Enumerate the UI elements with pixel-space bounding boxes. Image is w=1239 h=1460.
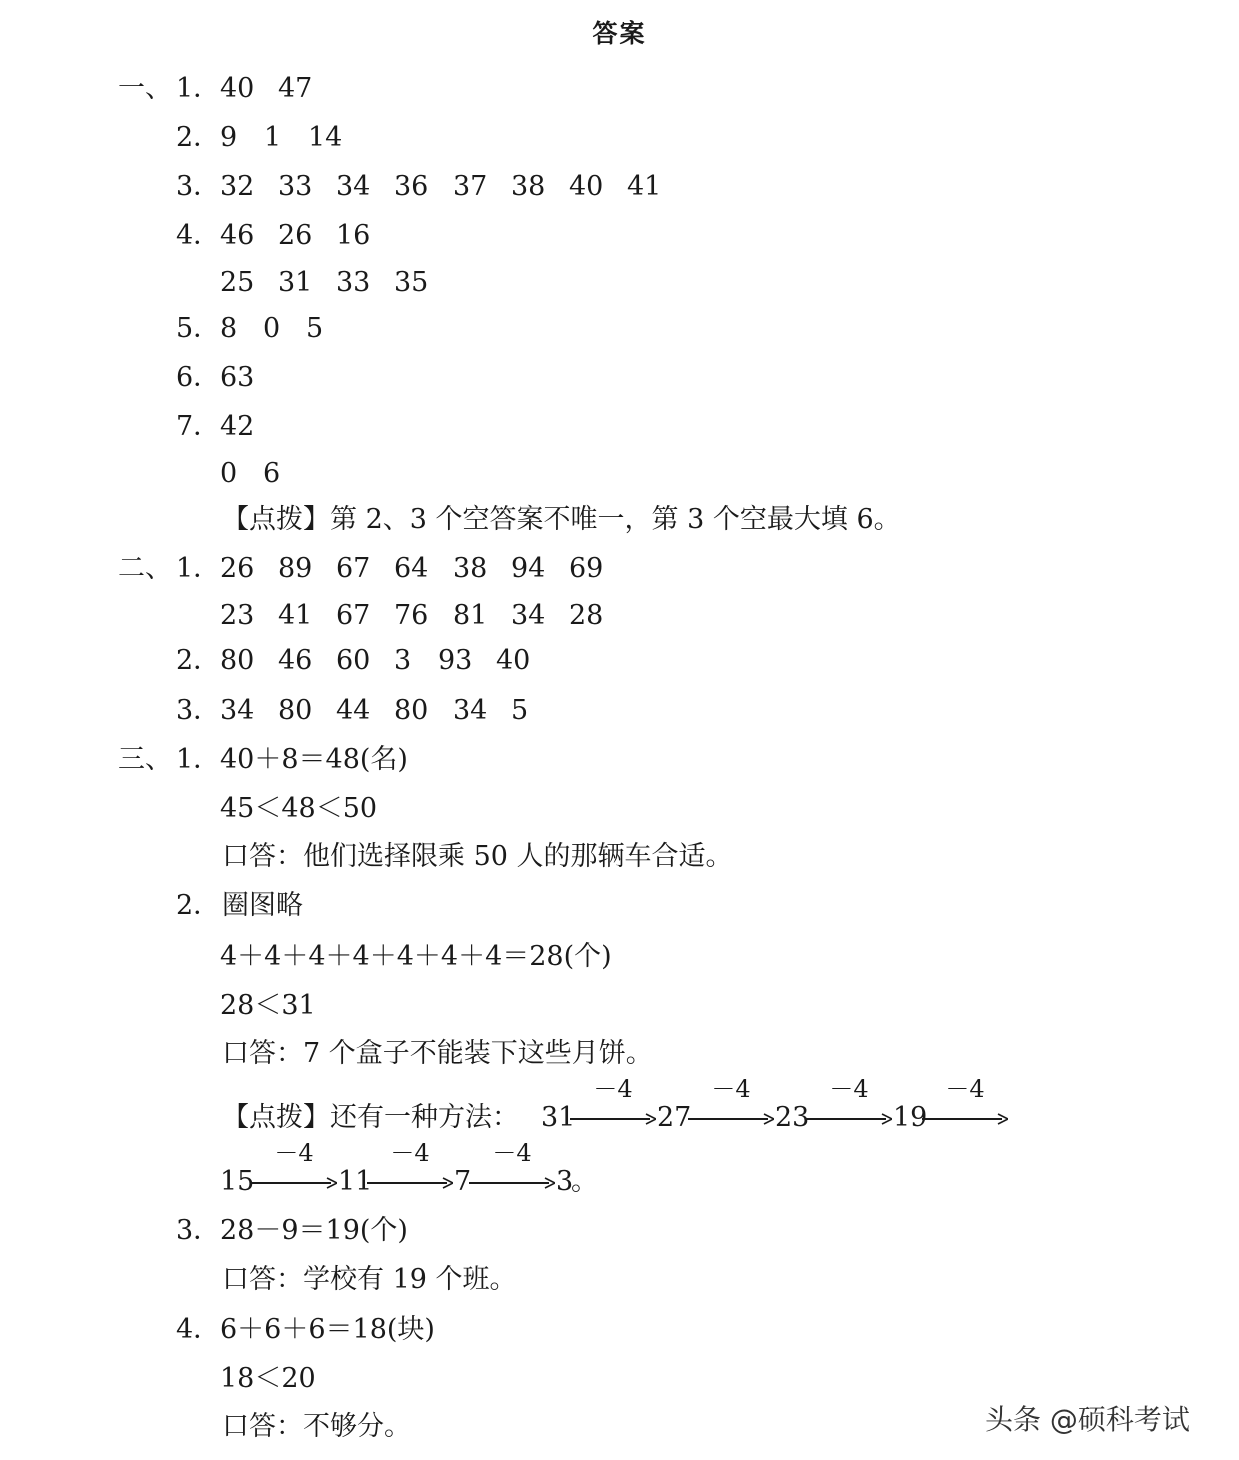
question-number: 2．	[176, 122, 221, 153]
question-number: 3．	[176, 171, 221, 202]
question-number: 1．	[176, 744, 221, 775]
page-title: 答案	[592, 19, 647, 48]
sec2-label: 二、	[118, 553, 172, 584]
answer-value: 41	[627, 171, 662, 202]
chain-number: 3	[556, 1166, 574, 1197]
answer-value: 40	[220, 73, 255, 104]
minus-four-arrow	[367, 1139, 453, 1199]
answer-value: 42	[220, 411, 255, 442]
answer-value: 67	[336, 553, 371, 584]
chain-number: 7	[454, 1166, 472, 1197]
right-arrow-icon	[688, 1112, 774, 1126]
minus-four-arrow	[251, 1139, 337, 1199]
chain-number: 31	[541, 1102, 576, 1133]
question-number: 2．	[176, 645, 221, 676]
chain-number: 19	[893, 1102, 928, 1133]
right-arrow-icon	[367, 1176, 453, 1190]
answer-value: 63	[220, 362, 255, 393]
tip-text: 【点拨】第 2、3 个空答案不唯一，第 3 个空最大填 6。	[222, 504, 901, 535]
answer-value: 47	[278, 73, 313, 104]
answer-value: 0	[220, 458, 238, 489]
answer-value: 94	[511, 553, 546, 584]
arrow-operation: －4	[711, 1075, 751, 1103]
right-arrow-icon	[806, 1112, 892, 1126]
answer-value: 41	[278, 600, 313, 631]
oral-answer: 口答：不够分。	[222, 1411, 411, 1442]
equation: 4＋4＋4＋4＋4＋4＋4＝28(个)	[220, 941, 612, 972]
answer-value: 5	[306, 313, 324, 344]
comparison: 18＜20	[220, 1363, 316, 1394]
equation: 28－9＝19(个)	[220, 1215, 408, 1246]
question-number: 4．	[176, 220, 221, 251]
answer-value: 33	[336, 267, 371, 298]
arrow-operation: －4	[492, 1139, 532, 1167]
right-arrow-icon	[251, 1176, 337, 1190]
answer-value: 16	[336, 220, 371, 251]
answer-value: 5	[511, 695, 529, 726]
answer-value: 0	[263, 313, 281, 344]
minus-four-arrow	[469, 1139, 555, 1199]
right-arrow-icon	[570, 1112, 656, 1126]
answer-value: 34	[511, 600, 546, 631]
question-number: 2．	[176, 890, 221, 921]
answer-value: 32	[220, 171, 255, 202]
equation: 40＋8＝48(名)	[220, 744, 408, 775]
comparison: 28＜31	[220, 990, 316, 1021]
answer-value: 33	[278, 171, 313, 202]
minus-four-arrow	[922, 1075, 1008, 1135]
answer-value: 8	[220, 313, 238, 344]
arrow-operation: －4	[390, 1139, 430, 1167]
answer-value: 69	[569, 553, 604, 584]
answer-value: 35	[394, 267, 429, 298]
answer-value: 93	[438, 645, 473, 676]
figure-note: 圈图略	[222, 890, 303, 921]
answer-value: 80	[394, 695, 429, 726]
answer-value: 31	[278, 267, 313, 298]
answer-value: 9	[220, 122, 238, 153]
answer-value: 60	[336, 645, 371, 676]
right-arrow-icon	[922, 1112, 1008, 1126]
answer-value: 26	[278, 220, 313, 251]
answer-value: 37	[453, 171, 488, 202]
chain-end-punctuation: 。	[571, 1166, 598, 1197]
minus-four-arrow	[806, 1075, 892, 1135]
question-number: 3．	[176, 695, 221, 726]
question-number: 1．	[176, 73, 221, 104]
answer-value: 81	[453, 600, 488, 631]
chain-number: 15	[220, 1166, 255, 1197]
answer-value: 36	[394, 171, 429, 202]
answer-value: 67	[336, 600, 371, 631]
answer-value: 25	[220, 267, 255, 298]
tip-text: 【点拨】还有一种方法：	[222, 1102, 519, 1133]
question-number: 3．	[176, 1215, 221, 1246]
comparison: 45＜48＜50	[220, 793, 378, 824]
right-arrow-icon	[469, 1176, 555, 1190]
chain-number: 11	[338, 1166, 373, 1197]
answer-value: 34	[220, 695, 255, 726]
chain-number: 23	[775, 1102, 810, 1133]
answer-value: 89	[278, 553, 313, 584]
answer-value: 40	[569, 171, 604, 202]
answer-value: 26	[220, 553, 255, 584]
question-number: 7．	[176, 411, 221, 442]
answer-value: 80	[220, 645, 255, 676]
equation: 6＋6＋6＝18(块)	[220, 1314, 435, 1345]
oral-answer: 口答：学校有 19 个班。	[222, 1264, 517, 1295]
answer-value: 14	[308, 122, 343, 153]
sec3-label: 三、	[118, 744, 172, 775]
answer-value: 46	[220, 220, 255, 251]
minus-four-arrow	[688, 1075, 774, 1135]
answer-value: 28	[569, 600, 604, 631]
answer-value: 34	[336, 171, 371, 202]
answer-value: 38	[511, 171, 546, 202]
chain-number: 27	[657, 1102, 692, 1133]
arrow-operation: －4	[593, 1075, 633, 1103]
answer-value: 46	[278, 645, 313, 676]
question-number: 4．	[176, 1314, 221, 1345]
answer-value: 23	[220, 600, 255, 631]
answer-value: 34	[453, 695, 488, 726]
arrow-operation: －4	[945, 1075, 985, 1103]
answer-value: 76	[394, 600, 429, 631]
question-number: 5．	[176, 313, 221, 344]
watermark: 头条 @硕科考试	[985, 1403, 1190, 1436]
arrow-operation: －4	[829, 1075, 869, 1103]
answer-value: 3	[394, 645, 412, 676]
answer-value: 1	[264, 122, 282, 153]
question-number: 6．	[176, 362, 221, 393]
answer-value: 80	[278, 695, 313, 726]
oral-answer: 口答：他们选择限乘 50 人的那辆车合适。	[222, 841, 733, 872]
answer-value: 64	[394, 553, 429, 584]
minus-four-arrow	[570, 1075, 656, 1135]
answer-value: 38	[453, 553, 488, 584]
sec1-label: 一、	[118, 73, 172, 104]
answer-value: 6	[263, 458, 281, 489]
question-number: 1．	[176, 553, 221, 584]
oral-answer: 口答：7 个盒子不能装下这些月饼。	[222, 1038, 653, 1069]
answer-value: 40	[496, 645, 531, 676]
answer-value: 44	[336, 695, 371, 726]
arrow-operation: －4	[274, 1139, 314, 1167]
